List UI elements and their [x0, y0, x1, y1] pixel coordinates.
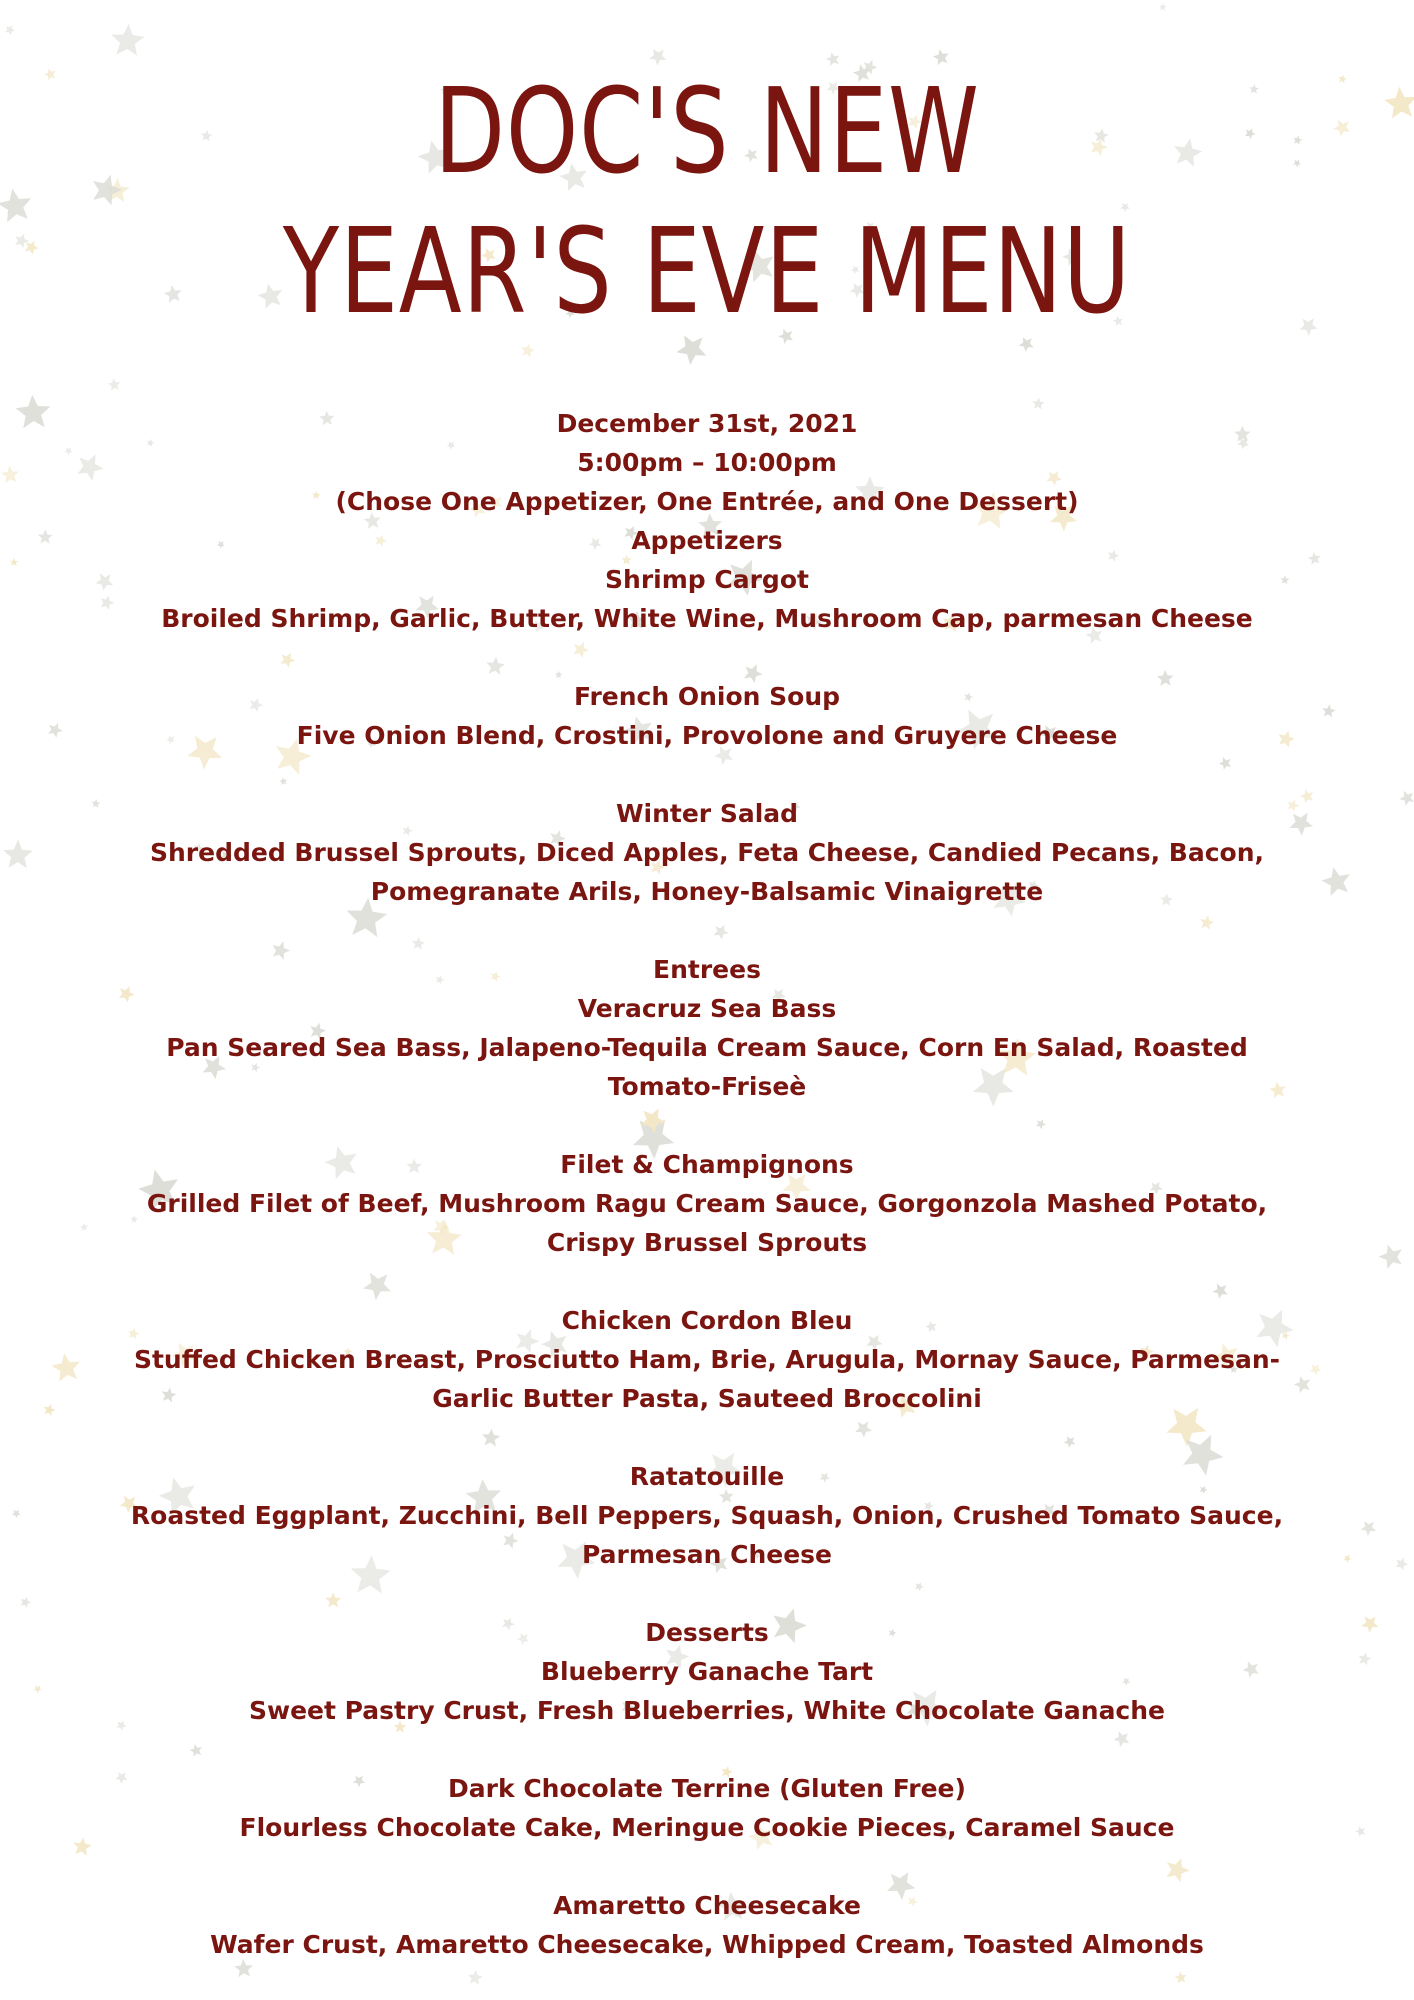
menu-title-line-1: DOC'S NEW — [434, 62, 980, 200]
dish-name: Filet & Champignons — [560, 1150, 854, 1179]
dish-description: Garlic Butter Pasta, Sauteed Broccolini — [432, 1384, 982, 1413]
dish-description: Parmesan Cheese — [582, 1540, 832, 1569]
dish-description: Wafer Crust, Amaretto Cheesecake, Whipped Cream, Toasted Almonds — [210, 1930, 1204, 1959]
spacer — [110, 755, 1304, 794]
dish-name: Veracruz Sea Bass — [577, 994, 837, 1023]
section-heading-desserts: Desserts — [645, 1618, 769, 1647]
dish-name: Blueberry Ganache Tart — [540, 1657, 874, 1686]
menu-title-line-2: YEAR'S EVE MENU — [282, 202, 1132, 340]
dish-name: Amaretto Cheesecake — [553, 1891, 861, 1920]
dish-description: Roasted Eggplant, Zucchini, Bell Peppers, Squash, Onion, Crushed Tomato Sauce, — [130, 1501, 1284, 1530]
event-date: December 31st, 2021 — [556, 409, 858, 438]
dish-name: Winter Salad — [615, 799, 799, 828]
dish-name: Shrimp Cargot — [605, 565, 809, 594]
dish-description: Pomegranate Arils, Honey-Balsamic Vinaigrette — [370, 877, 1044, 906]
dish-description: Stuffed Chicken Breast, Prosciutto Ham, Brie, Arugula, Mornay Sauce, Parmesan- — [133, 1345, 1281, 1374]
spacer — [110, 1418, 1304, 1457]
dish-name: French Onion Soup — [573, 682, 841, 711]
section-heading-entrees: Entrees — [653, 955, 761, 984]
dish-name: Chicken Cordon Bleu — [561, 1306, 853, 1335]
spacer — [110, 1262, 1304, 1301]
event-time: 5:00pm – 10:00pm — [577, 448, 837, 477]
dish-description: Shredded Brussel Sprouts, Diced Apples, Feta Cheese, Candied Pecans, Bacon, — [149, 838, 1264, 867]
menu-instructions: (Chose One Appetizer, One Entrée, and One Dessert) — [335, 487, 1079, 516]
dish-description: Sweet Pastry Crust, Fresh Blueberries, White Chocolate Ganache — [248, 1696, 1166, 1725]
dish-description: Five Onion Blend, Crostini, Provolone and Gruyere Cheese — [296, 721, 1118, 750]
spacer — [110, 911, 1304, 950]
dish-description: Pan Seared Sea Bass, Jalapeno-Tequila Cream Sauce, Corn En Salad, Roasted — [166, 1033, 1248, 1062]
spacer — [110, 638, 1304, 677]
dish-description: Flourless Chocolate Cake, Meringue Cookie Pieces, Caramel Sauce — [239, 1813, 1175, 1842]
dish-name: Ratatouille — [629, 1462, 785, 1491]
dish-description: Tomato-Friseè — [607, 1072, 807, 1101]
dish-name: Dark Chocolate Terrine (Gluten Free) — [448, 1774, 966, 1803]
dish-description: Crispy Brussel Sprouts — [546, 1228, 868, 1257]
spacer — [110, 1847, 1304, 1886]
menu-body — [110, 404, 1304, 1964]
spacer — [110, 1106, 1304, 1145]
dish-description: Grilled Filet of Beef, Mushroom Ragu Cream Sauce, Gorgonzola Mashed Potato, — [146, 1189, 1268, 1218]
section-heading-appetizers: Appetizers — [631, 526, 783, 555]
spacer — [110, 1574, 1304, 1613]
spacer — [110, 1730, 1304, 1769]
dish-description: Broiled Shrimp, Garlic, Butter, White Wine, Mushroom Cap, parmesan Cheese — [161, 604, 1253, 633]
